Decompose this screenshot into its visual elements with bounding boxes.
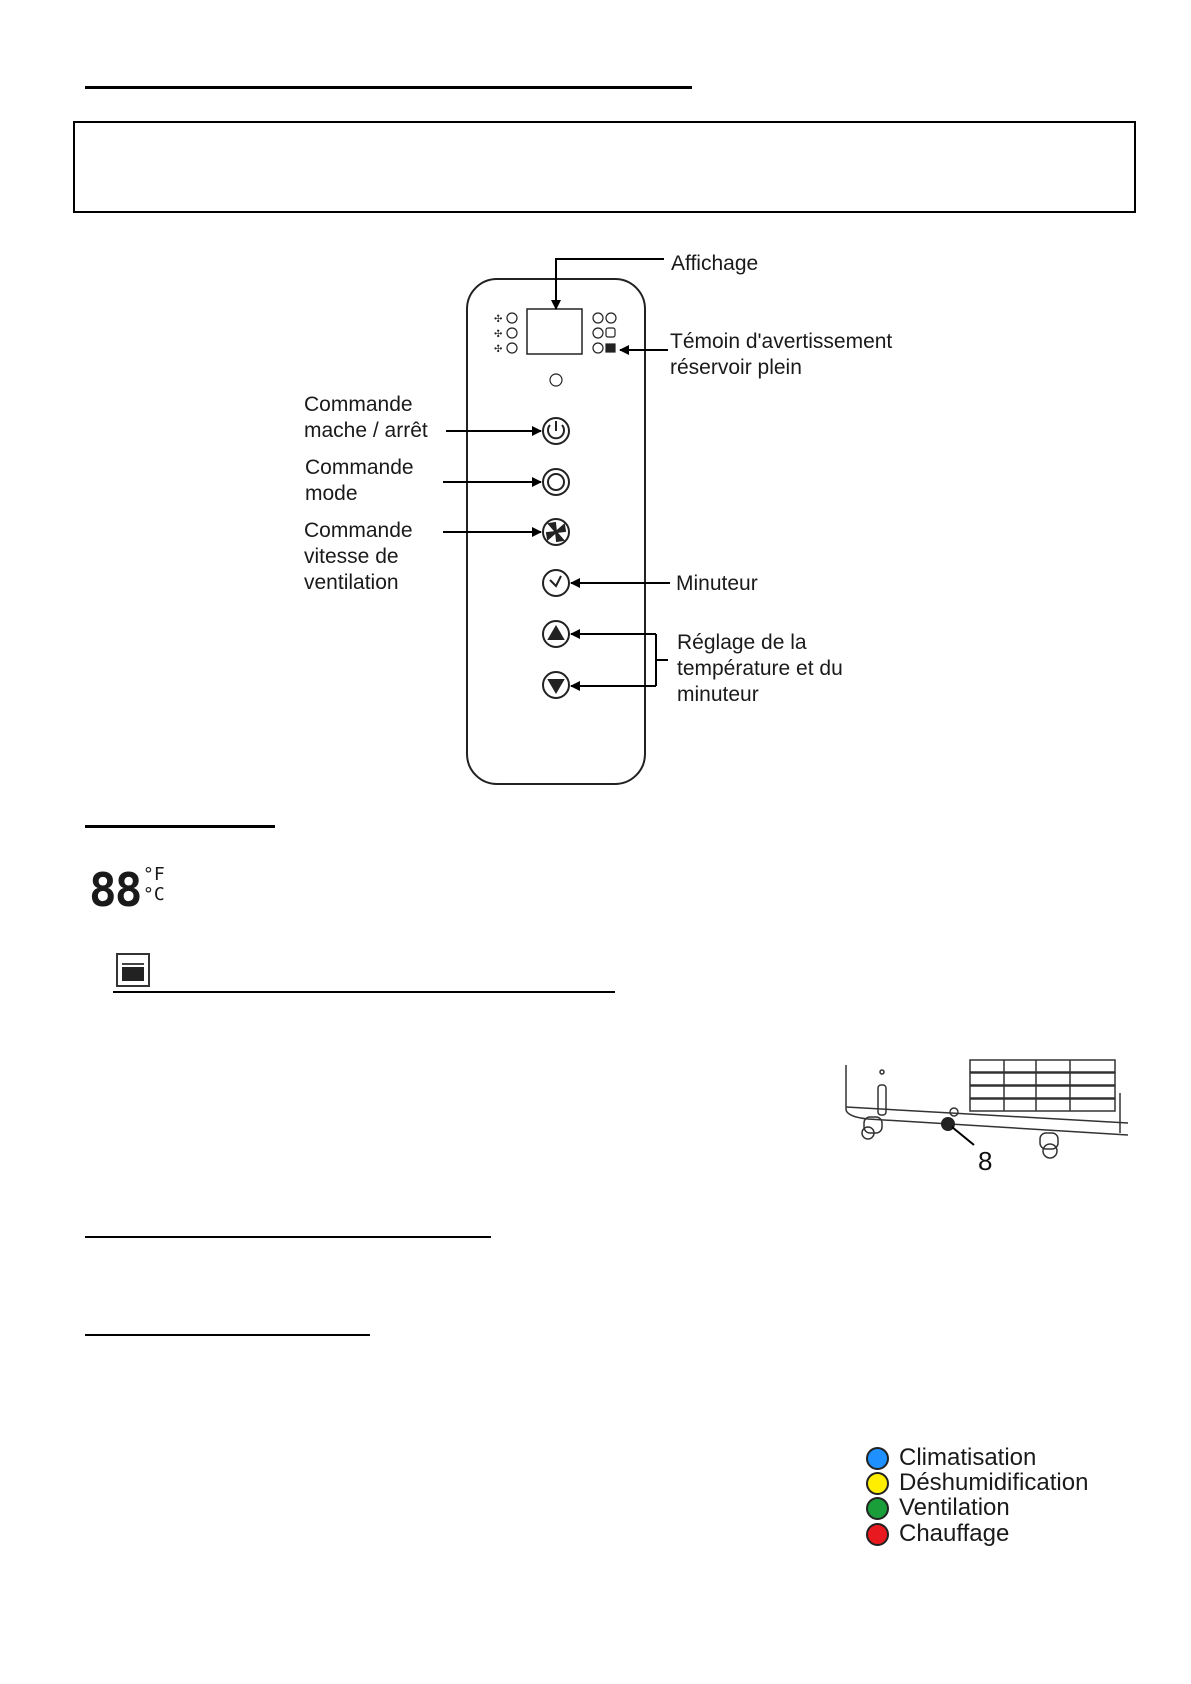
unit-drain-illustration bbox=[838, 1055, 1134, 1185]
legend-item-ventilation: Ventilation bbox=[866, 1494, 1010, 1522]
unit-fahrenheit: °F bbox=[143, 864, 165, 885]
legend-item-climatisation: Climatisation bbox=[866, 1444, 1036, 1472]
display-digits: 88 bbox=[89, 863, 141, 917]
wheel-right bbox=[1040, 1133, 1058, 1158]
display-section-rule bbox=[85, 825, 275, 828]
legend-item-deshumidification: Déshumidification bbox=[866, 1469, 1088, 1497]
svg-text:✣: ✣ bbox=[494, 344, 503, 355]
fan-speed-label: Commande vitesse de ventilation bbox=[304, 519, 413, 594]
unit-celsius: °C bbox=[143, 884, 165, 905]
control-panel-diagram bbox=[0, 0, 1191, 800]
tank-full-warning-label: Témoin d'avertissement réservoir plein bbox=[670, 330, 893, 379]
legend-dot-green bbox=[866, 1497, 889, 1520]
sensor-icon bbox=[550, 374, 562, 386]
power-label: Commande mache / arrêt bbox=[304, 393, 428, 442]
up-button bbox=[543, 621, 569, 647]
legend-item-chauffage: Chauffage bbox=[866, 1520, 1009, 1548]
mode-indicators bbox=[593, 313, 616, 353]
section-rule-4 bbox=[85, 1334, 370, 1336]
power-button bbox=[543, 418, 569, 444]
mode-button bbox=[543, 469, 569, 495]
section-rule-3 bbox=[85, 1236, 491, 1238]
legend-dot-blue bbox=[866, 1447, 889, 1470]
fan-speed-button bbox=[543, 519, 569, 545]
legend-dot-yellow bbox=[866, 1472, 889, 1495]
drain-callout-number: 8 bbox=[978, 1146, 993, 1176]
mode-label: Commande mode bbox=[305, 456, 414, 505]
svg-text:✣: ✣ bbox=[494, 314, 503, 325]
tank-section-rule bbox=[113, 991, 615, 993]
display-screen bbox=[527, 309, 582, 354]
timer-label: Minuteur bbox=[676, 572, 758, 595]
vent-grille bbox=[970, 1060, 1115, 1111]
temp-timer-adjust-label: Réglage de la température et du minuteur bbox=[677, 631, 843, 706]
svg-text:✣: ✣ bbox=[494, 329, 503, 340]
timer-button bbox=[543, 570, 569, 596]
display-label: Affichage bbox=[671, 252, 759, 275]
down-button bbox=[543, 672, 569, 698]
tank-full-icon bbox=[116, 953, 150, 987]
legend-dot-red bbox=[866, 1523, 889, 1546]
fan-speed-indicators bbox=[494, 313, 517, 355]
